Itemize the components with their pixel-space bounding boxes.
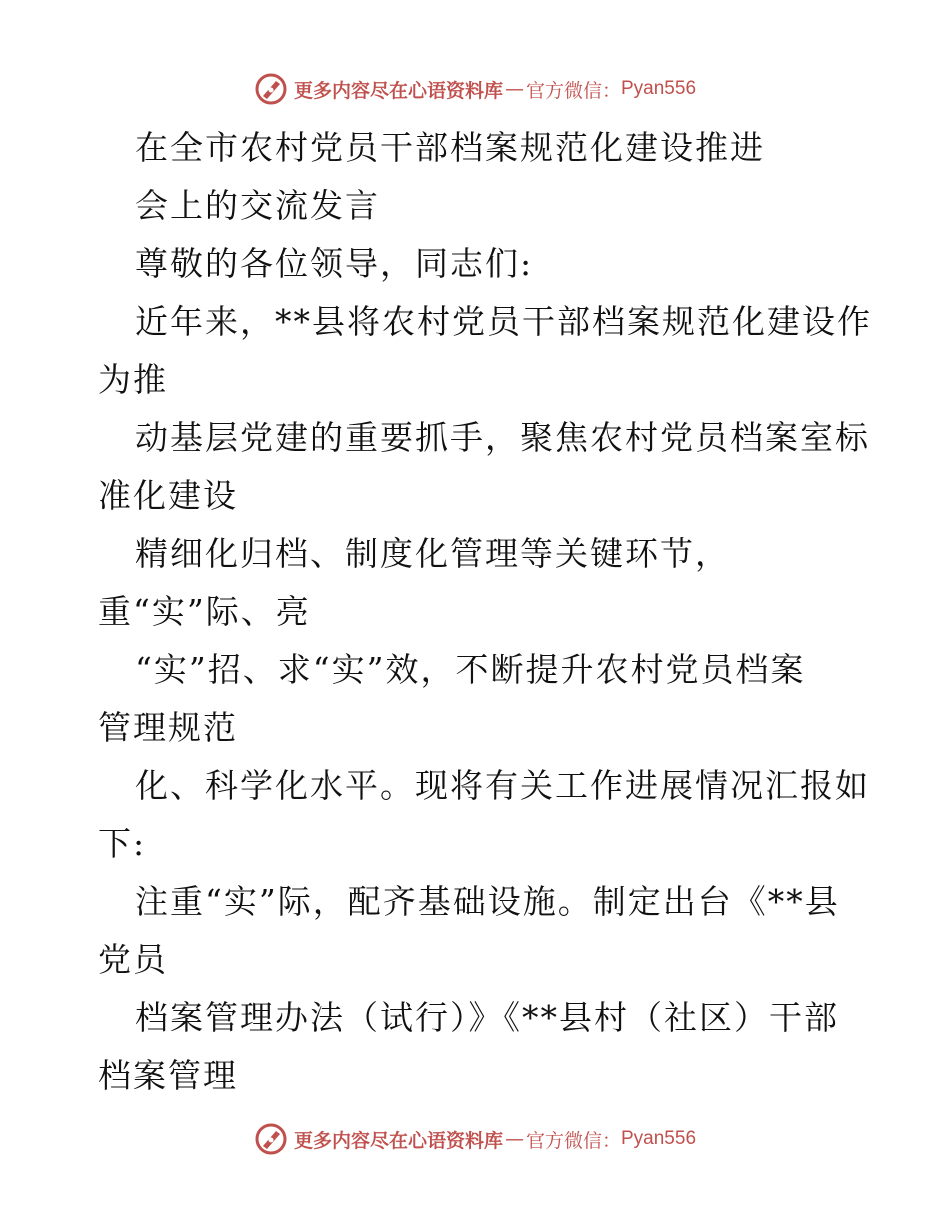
pen-circle-icon [254, 72, 288, 106]
paragraph-line: “实”招、求“实”效，不断提升农村党员档案 [135, 650, 806, 689]
watermark-dash: — [504, 78, 524, 100]
title-line-2: 会上的交流发言 [135, 186, 380, 225]
watermark-label: 官方微信： [525, 1129, 621, 1152]
paragraph-line: 管理规范 [98, 708, 238, 747]
paragraph-line: 下: [98, 824, 147, 863]
watermark-footer [0, 1122, 950, 1156]
paragraph-line: 党员 [98, 940, 168, 979]
watermark-main-text: 更多内容尽在心语资料库 [293, 79, 503, 102]
watermark-main-text: 更多内容尽在心语资料库 [293, 1129, 503, 1152]
paragraph-line: 档案管理 [98, 1056, 238, 1095]
watermark-label: 官方微信： [525, 79, 621, 102]
watermark-id: Pyan556 [621, 78, 697, 99]
paragraph-line: 动基层党建的重要抓手，聚焦农村党员档案室标 [135, 418, 870, 457]
paragraph-line: 重“实”际、亮 [98, 592, 311, 631]
salutation: 尊敬的各位领导，同志们: [135, 244, 534, 283]
paragraph-line: 档案管理办法（试行）》《**县村（社区）干部 [135, 998, 839, 1037]
paragraph-line: 化、科学化水平。现将有关工作进展情况汇报如 [135, 766, 870, 805]
paragraph-line: 注重“实”际，配齐基础设施。制定出台《**县 [135, 882, 840, 921]
watermark-header [0, 72, 950, 106]
paragraph-line: 精细化归档、制度化管理等关键环节， [135, 534, 730, 573]
pen-circle-icon [254, 1122, 288, 1156]
paragraph-line: 准化建设 [98, 476, 238, 515]
paragraph-line: 为推 [98, 360, 168, 399]
watermark-id: Pyan556 [621, 1128, 697, 1149]
title-line-1: 在全市农村党员干部档案规范化建设推进 [135, 128, 765, 167]
watermark-dash: — [504, 1128, 524, 1150]
paragraph-line: 近年来，**县将农村党员干部档案规范化建设作 [135, 302, 872, 341]
